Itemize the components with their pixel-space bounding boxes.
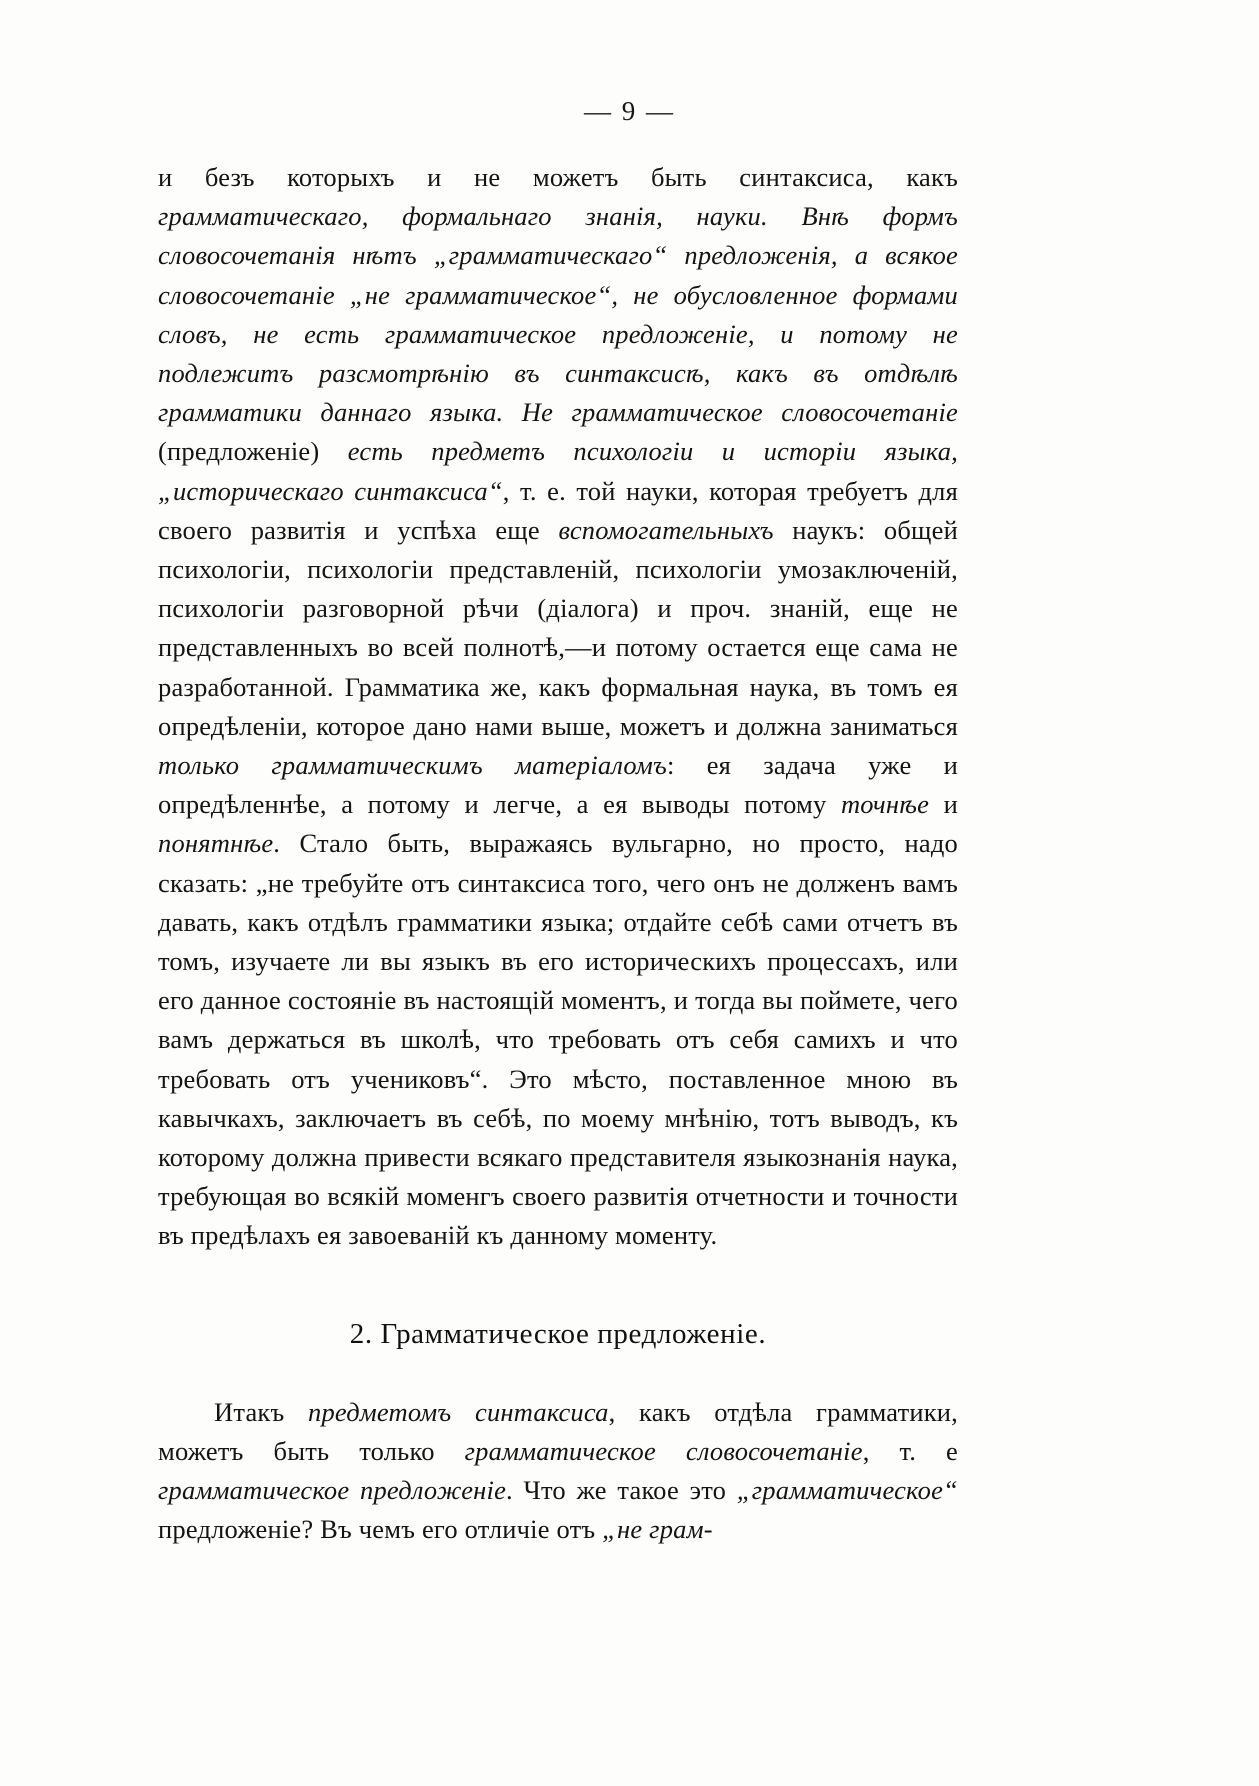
text-run: и: [943, 789, 958, 820]
body-paragraph-2: [158, 1393, 958, 1550]
emphasis-run: „грамматическое“: [736, 1475, 958, 1506]
page-content: [158, 158, 958, 1550]
emphasis-run: есть предметъ психологiи и исторiи языка, „историческаго синтаксиса“: [158, 436, 958, 506]
text-run: и безъ которыхъ и не можетъ быть синтаксиса, какъ: [158, 162, 958, 192]
text-run: , т. е. той науки, которая требуетъ для своего развитiя и успѣха еще: [158, 475, 958, 545]
emphasis-run: грамматическое словосочетанiе: [464, 1435, 863, 1466]
emphasis-run: грамматическое предложенiе: [158, 1475, 507, 1506]
text-run: , какъ отдѣла грамматики, можетъ быть только: [158, 1396, 959, 1466]
heading-spacer: [158, 1351, 958, 1393]
text-run: предложенiе? Въ чемъ его отличiе отъ: [158, 1514, 603, 1545]
body-paragraph-1: [158, 158, 958, 1256]
emphasis-run: только грамматическимъ матерiаломъ: [158, 750, 667, 781]
text-run: , т. е: [862, 1435, 958, 1466]
text-run: наукъ: общей психологiи, психологiи представленiй, психологiи умозаключенiй, психологiи разговорной рѣчи (дiалога) и проч. знанiй, еще не представленныхъ во всей полнотѣ,—и потому остается еще сама не разработанной. Грамматика же, какъ формальная наука, въ томъ ея опредѣленiи, которое дано нами выше, можетъ и должна заниматься: [158, 514, 958, 741]
emphasis-run: „не грам-: [602, 1514, 713, 1545]
text-run: . Стало быть, выражаясь вульгарно, но просто, надо сказать: „не требуйте отъ синтаксиса того, чего онъ не долженъ вамъ давать, какъ отдѣлъ грамматики языка; отдайте себѣ сами отчетъ въ томъ, изучаете ли вы языкъ въ его историческихъ процессахъ, или его данное состоянiе въ настоящiй моментъ, и тогда вы поймете, чего вамъ держаться въ школѣ, что требовать отъ себя самихъ и что требовать отъ учениковъ“. Это мѣсто, поставленное мною въ кавычкахъ, заключаетъ въ себѣ, по моему мнѣнiю, тотъ выводъ, къ которому должна привести всякаго представителя языкознанiя наука, требующая во всякiй моменгъ своего развитiя отчетности и точности въ предѣлахъ ея завоеванiй къ данному моменту.: [158, 828, 958, 1251]
emphasis-run: предметомъ синтаксиса: [308, 1396, 609, 1427]
page-number: — 9 —: [584, 96, 675, 126]
emphasis-run: точнѣе: [840, 789, 944, 820]
text-run: . Что же такое это: [506, 1475, 737, 1506]
text-run: : ея задача уже и опредѣленнѣе, а потому и легче, а ея выводы потому: [158, 750, 958, 820]
section-heading: 2. Грамматическое предложенiе.: [349, 1317, 767, 1350]
emphasis-run: вспомогательныхъ: [558, 514, 793, 545]
text-run: Итакъ: [214, 1396, 308, 1427]
emphasis-run: грамматическаго, формальнаго знанiя, науки. Внѣ формъ словосочетанiя нѣтъ „грамматическаго“ предложенiя, а всякоe словосочетанiе „не грамматическое“, не обусловленное формами словъ, не есть грамматическое предложенiе, и потому не подлежитъ разсмотрѣнiю въ синтаксисѣ, какъ въ отдѣлѣ грамматики даннаго языка. Не грамматическое словосочетанiе: [158, 201, 958, 428]
text-run: (предложенiе): [158, 436, 348, 467]
emphasis-run: понятнѣе: [158, 828, 274, 859]
